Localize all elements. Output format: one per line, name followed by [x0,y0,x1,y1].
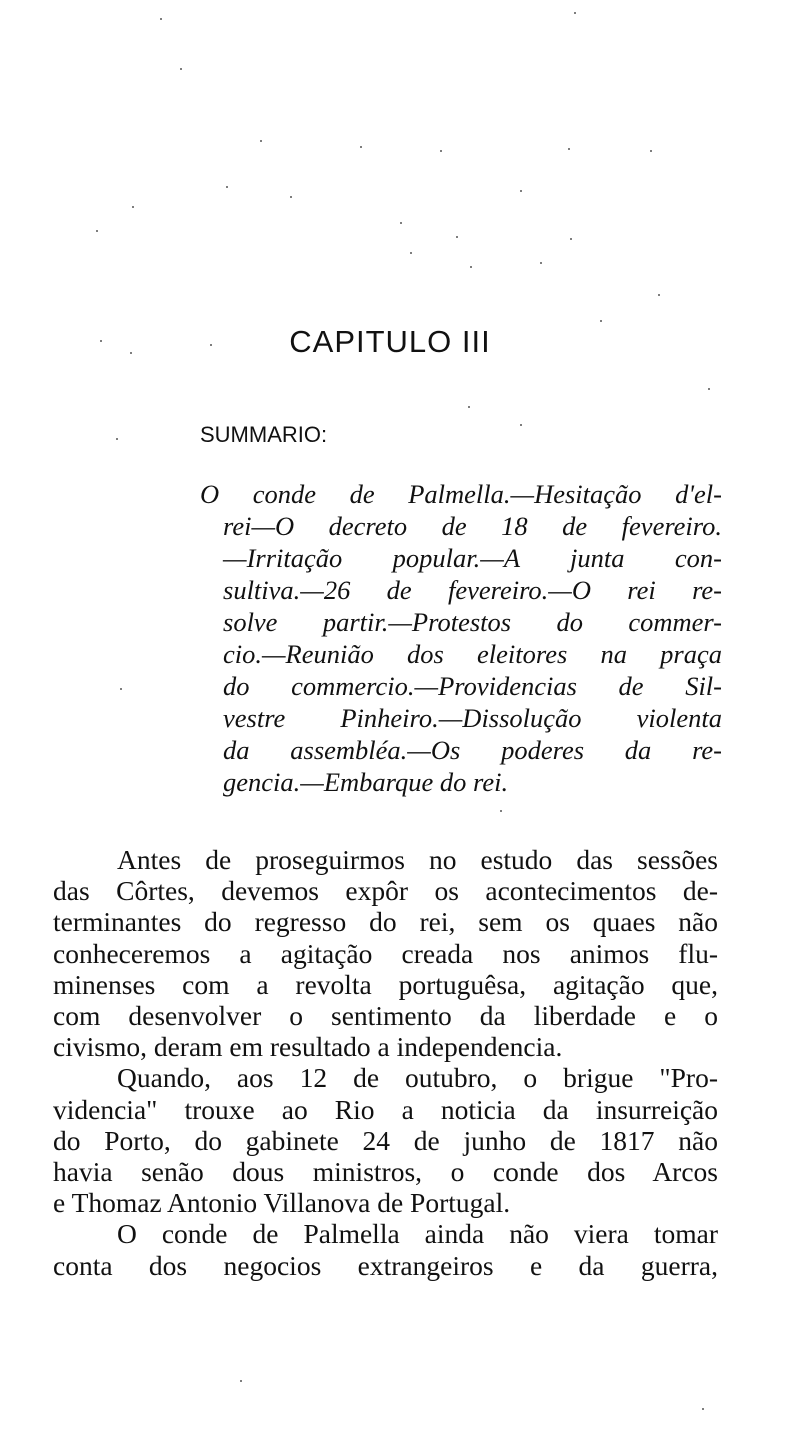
print-speck [180,68,182,70]
print-speck [520,424,522,426]
summary-line: sultiva.—26 de fevereiro.—O rei re- [223,575,722,605]
paragraph-line: com desenvolver o sentimento da liberdade e o [53,1000,718,1032]
print-speck [120,688,122,690]
print-speck [574,12,576,14]
print-speck [570,238,572,240]
paragraph-line: minenses com a revolta portuguêsa, agitação que, [53,968,718,1000]
print-speck [160,18,162,20]
chapter-title: CAPITULO III [289,324,491,359]
paragraph-line: Antes de proseguirmos no estudo das sessões [117,844,718,875]
paragraph-line: O conde de Palmella ainda não viera tomar [117,1218,718,1250]
summary-line: da assembléa.—Os poderes da re- [223,735,722,765]
summary-line: do commercio.—Providencias de Sil- [223,671,722,701]
paragraph-line: Quando, aos 12 de outubro, o brigue "Pro- [117,1062,718,1094]
paragraph-line: conheceremos a agitação creada nos animos flu- [53,937,718,969]
body-text [53,844,718,1281]
paragraph-line: do Porto, do gabinete 24 de junho de 1817 não [53,1124,718,1156]
print-speck [468,406,470,408]
summary-line: cio.—Reunião dos eleitores na praça [223,639,722,669]
print-speck [540,262,542,264]
print-speck [500,810,502,812]
print-speck [240,1380,242,1382]
print-speck [116,438,118,440]
print-speck [708,388,710,390]
summary-line: vestre Pinheiro.—Dissolução violenta [223,703,722,733]
print-speck [440,150,442,152]
print-speck [360,146,362,148]
paragraph-line: e Thomaz Antonio Villanova de Portugal. [53,1187,511,1219]
summary-line: O conde de Palmella.—Hesitação d'el- [200,479,722,509]
summary-line: rei—O decreto de 18 de fevereiro. [223,511,722,541]
print-speck [290,196,292,198]
paragraph-line: das Côrtes, devemos expôr os acontecimentos de- [53,875,718,907]
print-speck [410,252,412,254]
paragraph-line: civismo, deram em resultado a independencia. [53,1031,563,1063]
print-speck [132,206,134,208]
summary-line: gencia.—Embarque do rei. [223,767,509,797]
print-speck [96,230,98,232]
paragraph-line: videncia" trouxe ao Rio a noticia da insurreição [53,1093,718,1125]
chapter-summary [200,478,722,798]
print-speck [260,140,262,142]
paragraph-line: conta dos negocios extrangeiros e da guerra, [53,1249,718,1281]
print-speck [650,150,652,152]
print-speck [658,294,660,296]
print-speck [568,148,570,150]
print-speck [702,1408,704,1410]
print-speck [456,236,458,238]
paragraph-line: havia senão dous ministros, o conde dos Arcos [53,1156,718,1188]
paragraph-line: terminantes do regresso do rei, sem os quaes não [53,906,718,938]
summary-label: SUMMARIO: [200,422,328,447]
summary-line: —Irritação popular.—A junta con- [223,543,722,573]
summary-line: solve partir.—Protestos do commer- [223,607,722,637]
print-speck [226,186,228,188]
print-speck [470,266,472,268]
print-speck [520,190,522,192]
print-speck [400,222,402,224]
